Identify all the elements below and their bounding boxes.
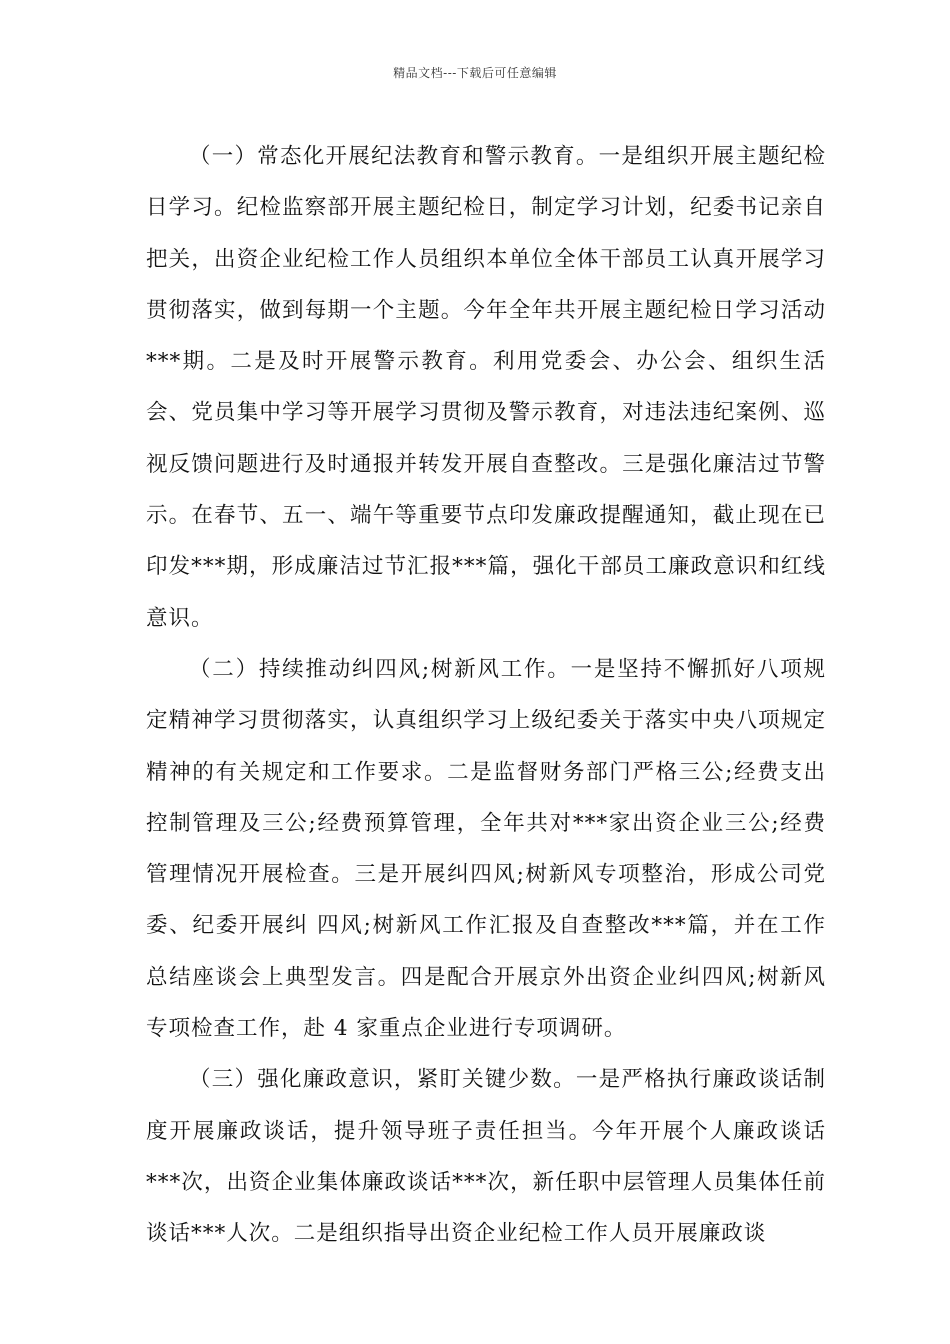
paragraph-3: （三）强化廉政意识，紧盯关键少数。一是严格执行廉政谈话制度开展廉政谈话，提升领导班子责任担当。今年开展个人廉政谈话***次，出资企业集体廉政谈话***次，新任职中层管理人员集体任前谈话***人次。二是组织指导出资企业纪检工作人员开展廉政谈 bbox=[146, 1067, 826, 1247]
paragraph-1: （一）常态化开展纪法教育和警示教育。一是组织开展主题纪检日学习。纪检监察部开展主题纪检日，制定学习计划，纪委书记亲自把关，出资企业纪检工作人员组织本单位全体干部员工认真开展学习贯彻落实，做到每期一个主题。今年全年共开展主题纪检日学习活动***期。二是及时开展警示教育。利用党委会、办公会、组织生活会、党员集中学习等开展学习贯彻及警示教育，对违法违纪案例、巡视反馈问题进行及时通报并转发开展自查整改。三是强化廉洁过节警示。在春节、五一、端午等重要节点印发廉政提醒通知，截止现在已印发***期，形成廉洁过节汇报***篇，强化干部员工廉政意识和红线意识。 bbox=[146, 144, 826, 631]
paragraph-2: （二）持续推动纠四风;树新风工作。一是坚持不懈抓好八项规定精神学习贯彻落实，认真组织学习上级纪委关于落实中央八项规定精神的有关规定和工作要求。二是监督财务部门严格三公;经费支出控制管理及三公;经费预算管理，全年共对***家出资企业三公;经费管理情况开展检查。三是开展纠四风;树新风专项整治，形成公司党委、纪委开展纠 四风;树新风工作汇报及自查整改***篇，并在工作总结座谈会上典型发言。四是配合开展京外出资企业纠四风;树新风专项检查工作，赴 4 家重点企业进行专项调研。 bbox=[146, 656, 826, 1042]
page-header: 精品文档---下载后可任意编辑 bbox=[393, 66, 557, 80]
document-body bbox=[146, 131, 826, 1260]
